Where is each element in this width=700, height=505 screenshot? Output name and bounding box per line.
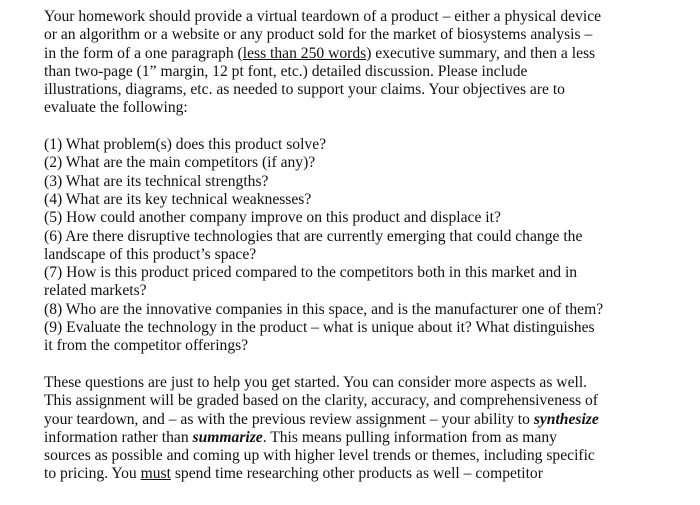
intro-line-2: or an algorithm or a website or any product sold for the market of biosystems analysis – [44,26,593,44]
closing-line-1: These questions are just to help you get started. You can consider more aspects as well. [44,373,588,391]
closing-line-6 [44,465,664,483]
closing-line-5: sources as possible and coming up with higher level trends or themes, including specific [44,447,595,465]
closing-line-4-start: information rather than [44,428,193,446]
closing-line-2: This assignment will be graded based on the clarity, accuracy, and comprehensiveness of [44,392,598,410]
closing-paragraph [44,374,664,484]
closing-line-3 [44,411,664,429]
intro-line-3-end: ) executive summary, and then a less [366,44,596,62]
questions-list [44,136,664,356]
closing-line-4-end: . This means pulling information from as many [262,428,557,446]
question-3: (3) What are its technical strengths? [44,172,269,190]
intro-line-3 [44,45,664,63]
intro-line-6: evaluate the following: [44,99,188,117]
closing-line-3-start: your teardown, and – as with the previous review assignment – your ability to [44,410,534,428]
closing-line-6-start: to pricing. You [44,465,141,483]
closing-line-4 [44,429,664,447]
question-5: (5) How could another company improve on this product and displace it? [44,209,501,227]
question-7-line-1: (7) How is this product priced compared to the competitors both in this market and in [44,264,578,282]
intro-line-5: illustrations, diagrams, etc. as needed to support your claims. Your objectives are to [44,81,565,99]
question-2: (2) What are the main competitors (if any)? [44,154,316,172]
question-1: (1) What problem(s) does this product solve? [44,136,327,154]
question-9-line-2: it from the competitor offerings? [44,337,249,355]
question-7-line-2: related markets? [44,282,147,300]
closing-line-6-end: spend time researching other products as well – competitor [170,465,543,483]
summarize-emphasis: summarize [192,428,263,446]
paragraph-gap [44,118,664,136]
word-limit-underlined: less than 250 words [242,44,367,62]
question-6-line-2: landscape of this product’s space? [44,245,257,263]
synthesize-emphasis: synthesize [533,410,599,428]
question-6-line-1: (6) Are there disruptive technologies that are currently emerging that could change the [44,227,583,245]
intro-line-3-start: in the form of a one paragraph ( [44,44,243,62]
question-9-line-1: (9) Evaluate the technology in the product – what is unique about it? What distinguishes [44,319,595,337]
question-4: (4) What are its key technical weaknesses? [44,190,312,208]
intro-line-1: Your homework should provide a virtual teardown of a product – either a physical device [44,8,602,25]
question-8: (8) Who are the innovative companies in this space, and is the manufacturer one of them? [44,300,604,318]
intro-paragraph [44,8,664,118]
intro-line-4: than two-page (1” margin, 12 pt font, etc.) detailed discussion. Please include [44,62,528,80]
paragraph-gap [44,356,664,374]
assignment-text [44,8,664,484]
must-underlined: must [140,465,171,483]
